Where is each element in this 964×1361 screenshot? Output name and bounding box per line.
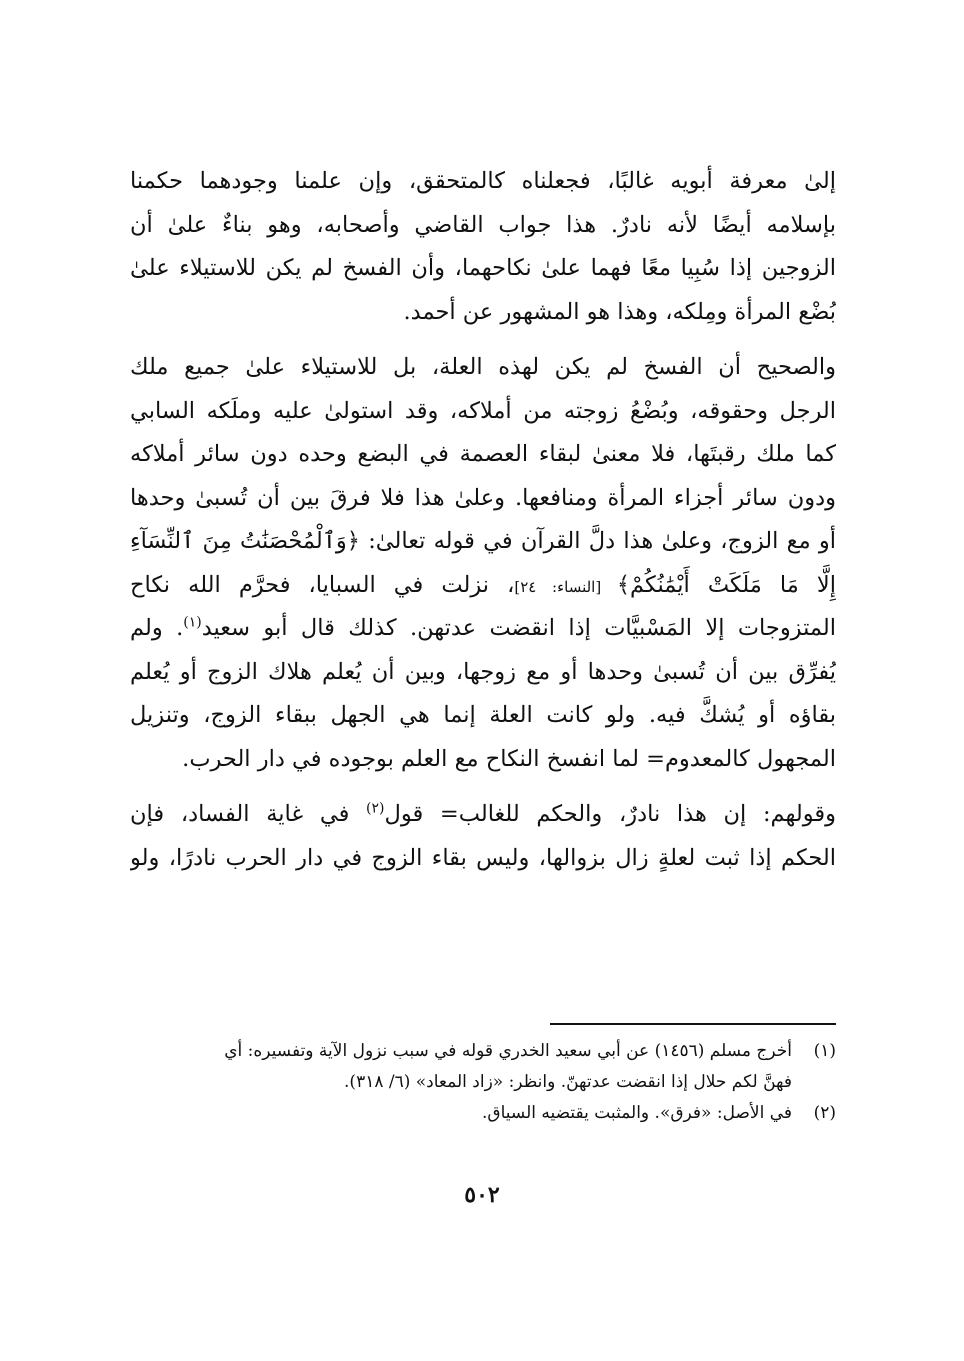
text-line: بقاؤه أو يُشكَّ فيه. ولو كانت العلة إنما هي الجهل ببقاء الزوج، وتنزيل	[130, 702, 836, 728]
text-segment: المتزوجات إلا المَسْبيَّات إذا انقضت عدتهن. كذلك قال أبو سعيد	[201, 615, 836, 641]
text-line: كما ملك رقبتَها، فلا معنىٰ لبقاء العصمة في البضع وحده دون سائر أملاكه	[130, 441, 836, 467]
text-line	[130, 607, 836, 651]
text-line: الرجل وحقوقه، وبُضْعُ زوجته من أملاكه، وقد استولىٰ عليه وملَكه السابي	[130, 397, 836, 424]
paragraph-2	[130, 346, 836, 781]
footnote-2	[130, 1098, 836, 1129]
text-line: والصحيح أن الفسخ لم يكن لهذه العلة، بل للاستيلاء علىٰ جميع ملك	[130, 354, 836, 380]
text-line: بُضْع المرأة ومِلكه، وهذا هو المشهور عن أحمد.	[403, 298, 836, 325]
text-segment: ، نزلت في السبايا، فحرَّم الله نكاح	[130, 571, 515, 598]
text-line	[130, 520, 836, 564]
text-line	[130, 564, 836, 608]
footnote-marker-2[interactable]: (٢)	[366, 800, 385, 817]
footnote-text: في الأصل: «فرق». والمثبت يقتضيه السياق.	[482, 1103, 792, 1123]
text-line: بإسلامه أيضًا لأنه نادرٌ. هذا جواب القاضي وأصحابه، وهو بناءٌ علىٰ أن	[130, 211, 836, 238]
footnote-1-continued: فهنَّ لكم حلال إذا انقضت عدتهنّ. وانظر: «زاد المعاد» (٦/ ٣١٨).	[344, 1072, 792, 1092]
text-segment: في غاية الفساد، فإن	[130, 801, 367, 827]
text-line: الحكم إذا ثبت لعلةٍ زال بزوالها، وليس بقاء الزوج في دار الحرب نادرًا، ولو	[130, 844, 836, 871]
text-line: المجهول كالمعدوم= لما انفسخ النكاح مع العلم بوجوده في دار الحرب.	[182, 745, 836, 772]
quran-verse: إِلَّا مَا مَلَكَتْ أَيْمَٰنُكُمْ﴾	[616, 571, 836, 598]
footnote-number: (٢)	[813, 1103, 836, 1123]
paragraph-gap	[130, 781, 836, 793]
text-segment: . ولم	[130, 615, 184, 641]
text-line	[130, 793, 836, 837]
text-line: الزوجين إذا سُبِيا معًا فهما علىٰ نكاحهما، وأن الفسخ لم يكن للاستيلاء علىٰ	[130, 255, 836, 281]
footnote-marker-1[interactable]: (١)	[183, 614, 202, 631]
text-segment: أو مع الزوج، وعلىٰ هذا دلَّ القرآن في قوله تعالىٰ:	[359, 528, 836, 554]
text-line: إلىٰ معرفة أبويه غالبًا، فجعلناه كالمتحقق، وإن علمنا وجودهما حكمنا	[130, 168, 836, 194]
paragraph-1	[130, 160, 836, 334]
main-text	[130, 160, 836, 880]
paragraph-3	[130, 793, 836, 880]
text-segment: وقولهم: إن هذا نادرٌ، والحكم للغالب= قول	[384, 801, 836, 827]
footnote-1	[130, 1036, 836, 1067]
footnotes	[130, 1036, 836, 1129]
text-line: يُفرِّق بين أن تُسبىٰ وحدها أو مع زوجها، وبين أن يُعلم هلاك الزوج أو يُعلم	[130, 658, 836, 685]
footnote-text: أخرج مسلم (١٤٥٦) عن أبي سعيد الخدري قوله في سبب نزول الآية وتفسيره: أي	[224, 1041, 792, 1061]
paragraph-gap	[130, 334, 836, 346]
quran-verse: ﴿وَٱلْمُحْصَنَٰتُ مِنَ ٱلنِّسَآءِ	[130, 528, 360, 554]
footnote-separator	[550, 1023, 836, 1025]
page-number: ٥٠٢	[464, 1182, 500, 1208]
footnote-number: (١)	[813, 1041, 836, 1061]
text-line: ودون سائر أجزاء المرأة ومنافعها. وعلىٰ هذا فلا فرقَ بين أن تُسبىٰ وحدها	[130, 484, 836, 511]
quran-reference: [النساء: ٢٤]	[514, 577, 617, 596]
